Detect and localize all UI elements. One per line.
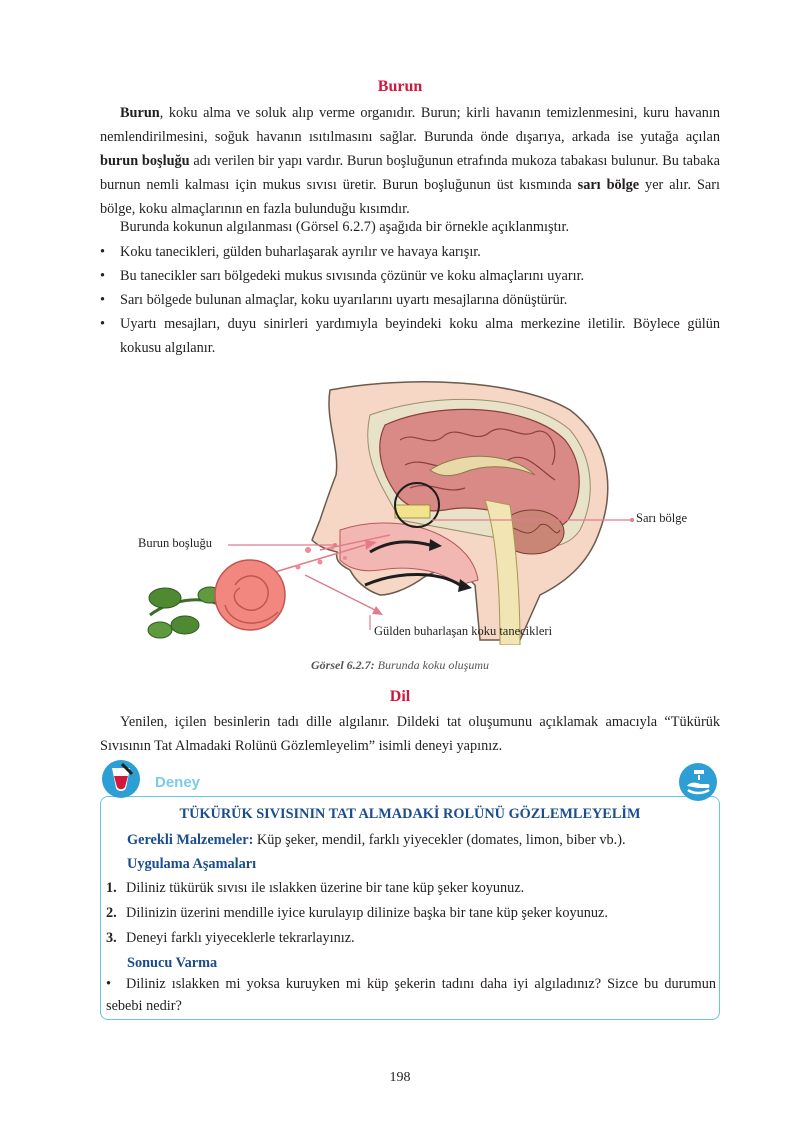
dil-paragraph-text: Yenilen, içilen besinlerin tadı dille algılanır. Dildeki tat oluşumunu açıklamak amacıyla “Tükürük Sıvısının Tat Almadaki Rolünü Gözlemleyelim” isimli deneyi yapınız. [100, 714, 720, 754]
step-text: Diliniz tükürük sıvısı ile ıslakken üzerine bir tane küp şeker koyunuz. [126, 880, 525, 896]
step-text: Deneyi farklı yiyeceklerle tekrarlayınız. [126, 930, 355, 946]
bold-term: Burun [120, 105, 160, 121]
materials-line [127, 829, 717, 851]
text-run: adı verilen bir yapı vardır. Burun boşluğunun etrafında mukoza tabakası bulunur. Bu tabaka burnun nemli kalması için mukus sıvısı üretir. Burun boşluğunun üst kısmında [100, 153, 720, 193]
section-title-burun: Burun [377, 78, 423, 95]
label-burun-boslugu: Burun boşluğu [138, 536, 212, 550]
bullet-mark: • [106, 976, 112, 992]
nose-brain-illustration [140, 380, 700, 645]
figure-caption [0, 658, 800, 673]
step-number: 1. [106, 880, 117, 896]
experiment-label: Deney [155, 774, 201, 791]
bullet-item: • Bu tanecikler sarı bölgedeki mukus sıvısında çözünür ve koku almaçlarını uyarır. [100, 264, 720, 288]
label-gulden-tanecikler: Gülden buharlaşan koku tanecikleri [374, 624, 553, 638]
bullet-item: • Koku tanecikleri, gülden buharlaşarak ayrılır ve havaya karışır. [100, 240, 720, 264]
materials-text: Küp şeker, mendil, farklı yiyecekler (domates, limon, biber vb.). [253, 832, 626, 848]
dil-paragraph [100, 710, 720, 758]
burun-paragraph-2 [100, 215, 720, 239]
bold-term: sarı bölge [577, 177, 640, 193]
text-run: yer alır. Sarı bölge, koku almaçlarının en fazla bulunduğu kısımdır. [100, 177, 720, 217]
step-number: 3. [106, 930, 117, 946]
hand-wash-icon [678, 762, 718, 802]
olfactory-region [395, 505, 430, 518]
caption-text: Burunda koku oluşumu [374, 658, 489, 672]
result-question [106, 973, 716, 1017]
bullet-item: • Uyartı mesajları, duyu sinirleri yardımıyla beyindeki koku alma merkezine iletilir. Böylece gülün kokusu algılanır. [100, 312, 720, 360]
label-sari-bolge: Sarı bölge [636, 511, 688, 525]
text-run: , koku alma ve soluk alıp verme organıdır. Burun; kirli havanın temizlenmesini, kuru havanın nemlendirilmesini, soğuk havanın ısıtılmasını sağlar. Burunda önde dışarıya, arkada ise yutağa açılan [100, 105, 720, 145]
step-item [106, 927, 716, 949]
beaker-icon [100, 758, 142, 800]
bullet-item: • Sarı bölgede bulunan almaçlar, koku uyarılarını uyartı mesajlarına dönüştürür. [100, 288, 720, 312]
steps-title: Uygulama Aşamaları [127, 856, 257, 872]
burun-bullet-list [100, 240, 720, 360]
burun-paragraph-1 [100, 101, 720, 221]
step-text: Dilinizin üzerini mendille iyice kurulayıp dilinize başka bir tane küp şeker koyunuz. [126, 905, 608, 921]
burun-paragraph-1-text [100, 105, 720, 217]
result-text: Diliniz ıslakken mi yoksa kuruyken mi küp şekerin tadını daha iyi algıladınız? Sizce bu durumun sebebi nedir? [106, 976, 716, 1014]
step-item [106, 902, 716, 924]
step-item [106, 877, 716, 899]
section-title-dil: Dil [389, 688, 411, 705]
step-number: 2. [106, 905, 117, 921]
page-number: 198 [389, 1070, 411, 1085]
experiment-title: TÜKÜRÜK SIVISININ TAT ALMADAKİ ROLÜNÜ GÖZLEMLEYELİM [179, 806, 641, 822]
burun-paragraph-2-text: Burunda kokunun algılanması (Görsel 6.2.7) aşağıda bir örnekle açıklanmıştır. [120, 219, 570, 235]
materials-label: Gerekli Malzemeler: [127, 832, 254, 848]
result-title: Sonucu Varma [127, 955, 218, 971]
rose-icon [148, 560, 285, 638]
caption-label: Görsel 6.2.7: [311, 658, 375, 672]
bold-term: burun boşluğu [100, 153, 190, 169]
